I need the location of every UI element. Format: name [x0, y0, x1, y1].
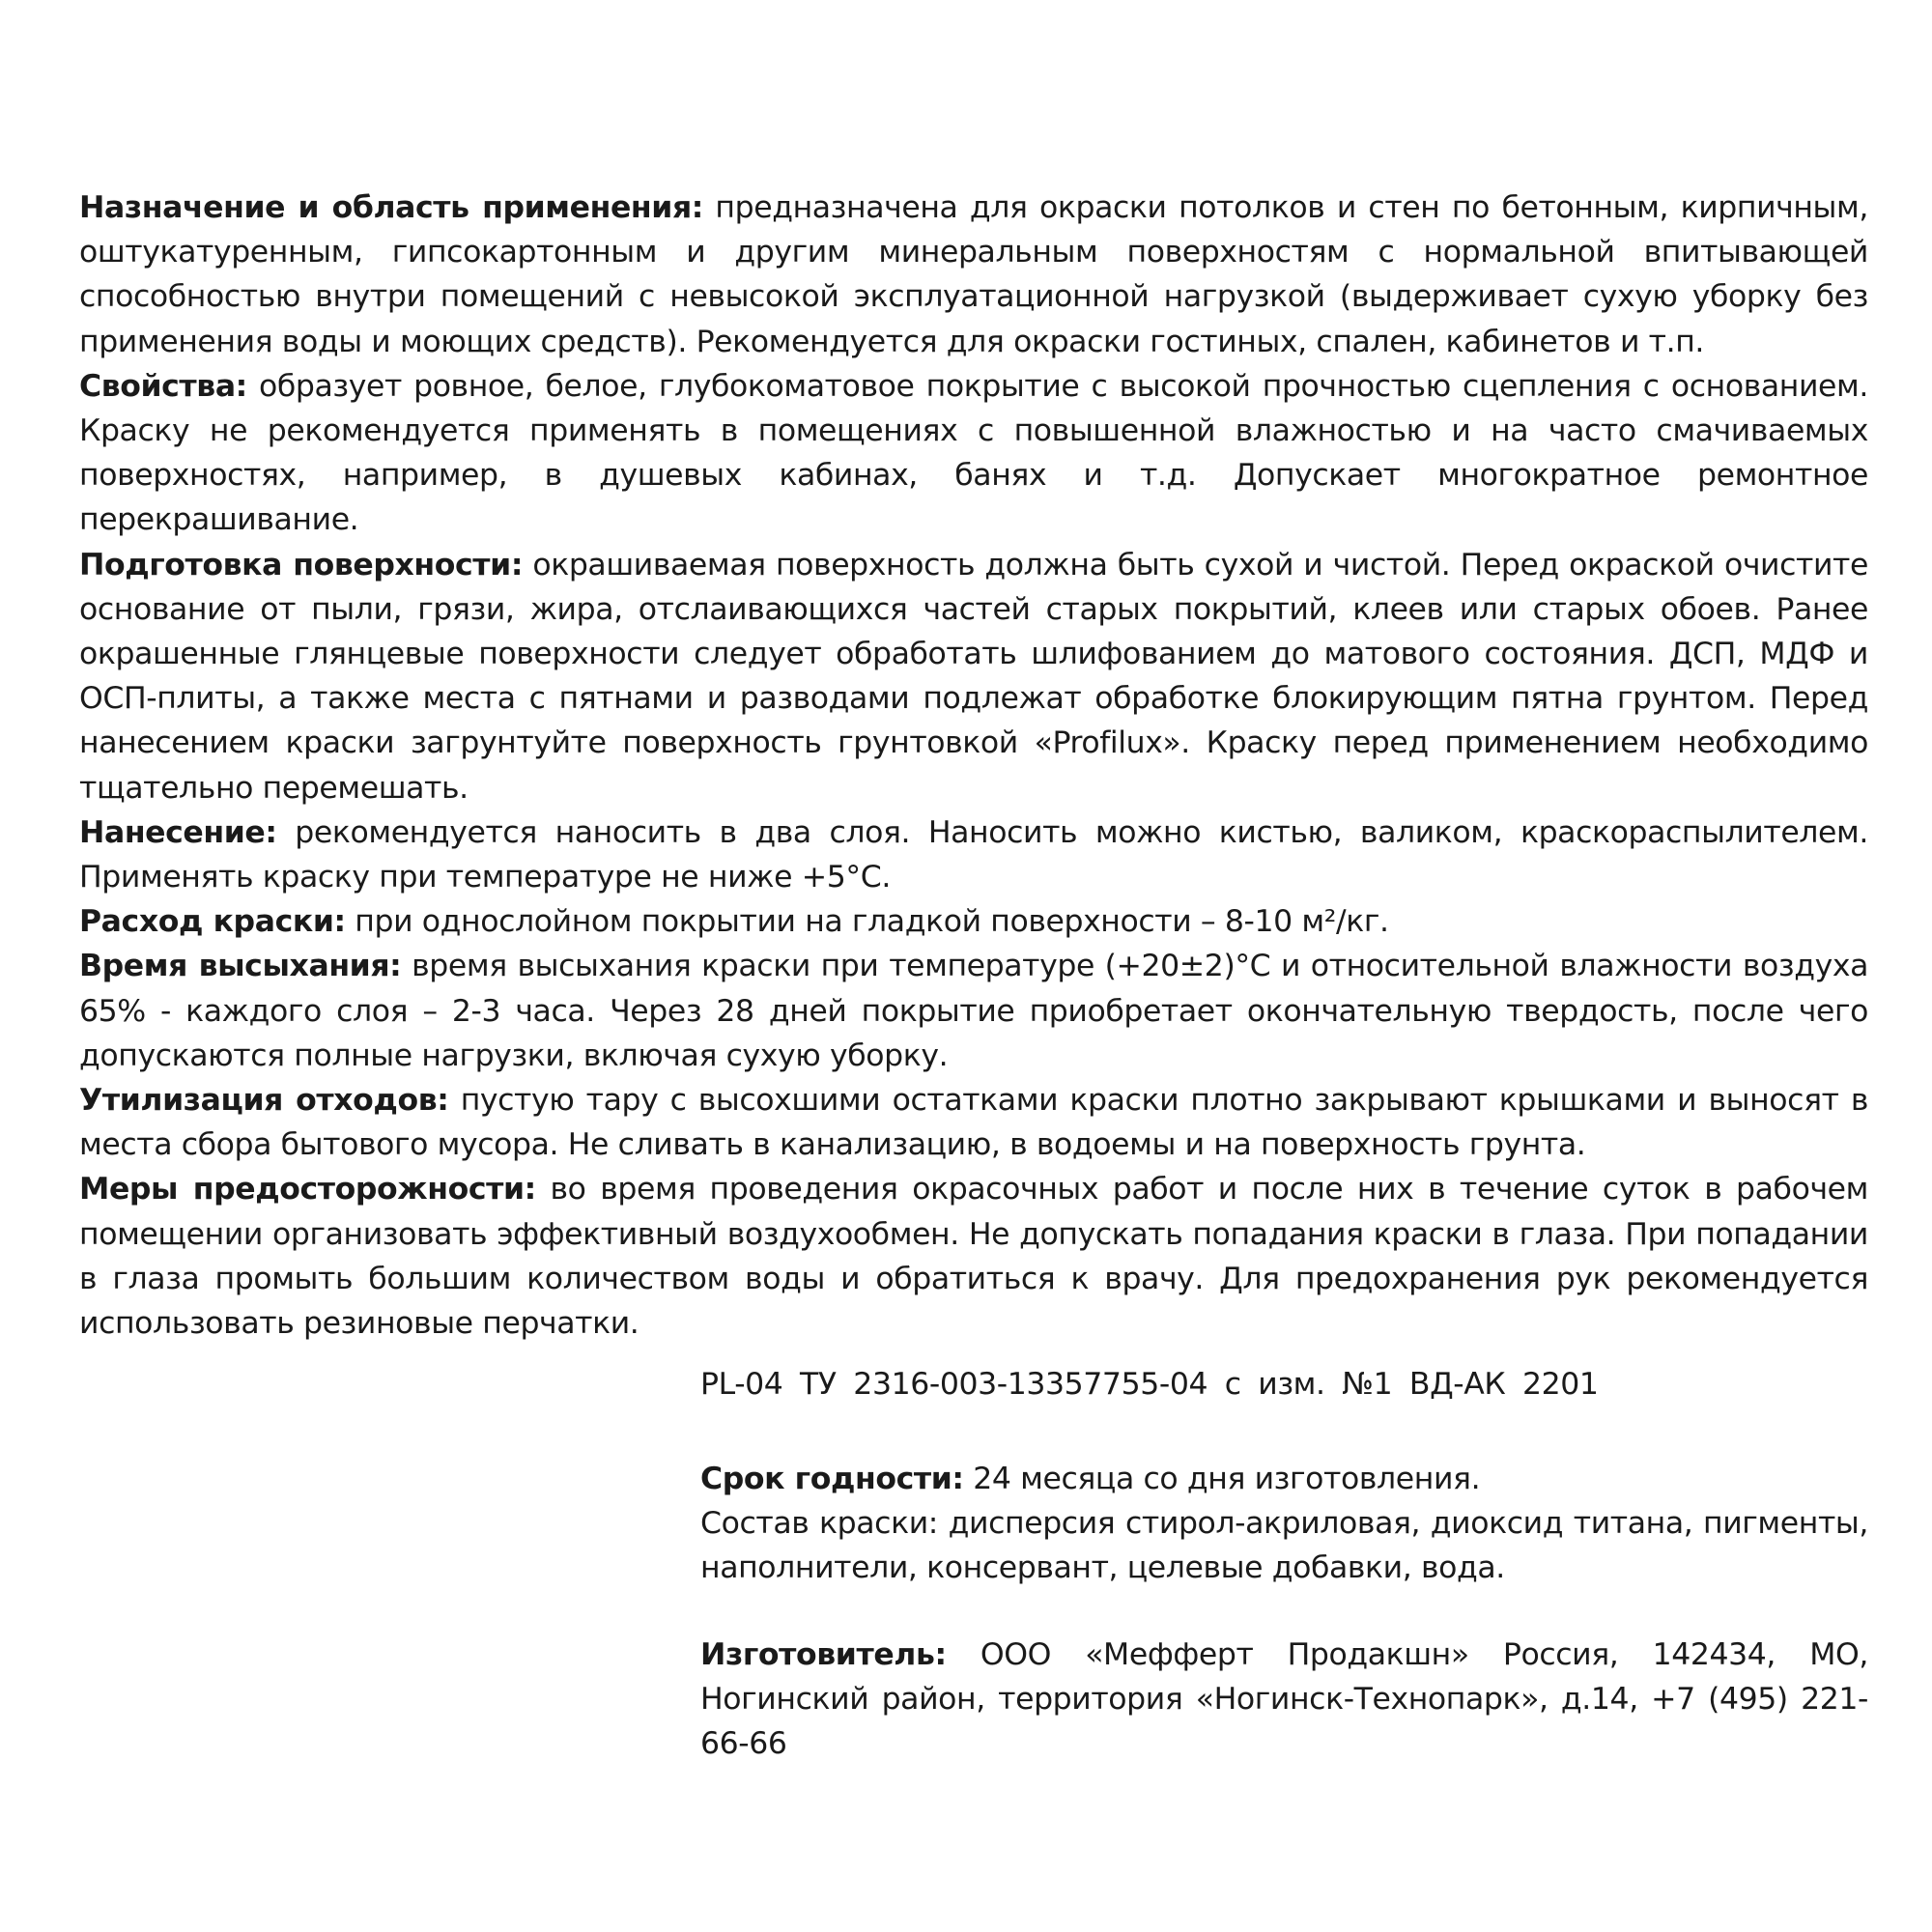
shelf-life-block: [700, 1457, 1868, 1591]
section-heading: Нанесение:: [79, 814, 277, 850]
section-text: окрашиваемая поверхность должна быть сухой и чистой. Перед окраской очистите основание от пыли, грязи, жира, отслаивающихся частей старых покрытий, клеев или старых обоев. Ранее окрашенные глянцевые поверхности следует обработать шлифованием до матового состояния. ДСП, МДФ и ОСП-плиты, а также места с пятнами и разводами подлежат обработке блокирующим пятна грунтом. Перед нанесением краски загрунтуйте поверхность грунтовкой «Profilux». Краску перед применением необходимо тщательно перемешать.: [79, 547, 1868, 806]
section-heading: Назначение и область применения:: [79, 190, 703, 225]
shelf-life: [700, 1457, 1868, 1501]
manufacturer: [700, 1633, 1868, 1767]
shelf-life-text: 24 месяца со дня изготовления.: [963, 1462, 1481, 1496]
manufacturer-text: ООО «Мефферт Продакшн» Россия, 142434, МО, Ногинский район, территория «Ногинск-Технопарк», д.14, +7 (495) 221-66-66: [700, 1637, 1868, 1762]
composition: Состав краски: дисперсия стирол-акриловая, диоксид титана, пигменты, наполнители, консервант, целевые добавки, вода.: [700, 1506, 1868, 1586]
section-waste-disposal: [79, 1078, 1868, 1167]
shelf-life-heading: Срок годности:: [700, 1462, 964, 1496]
section-text: во время проведения окрасочных работ и после них в течение суток в рабочем помещении организовать эффективный воздухообмен. Не допускать попадания краски в глаза. При попадании в глаза промыть большим количеством воды и обратиться к врачу. Для предохранения рук рекомендуется использовать резиновые перчатки.: [79, 1172, 1868, 1342]
section-properties: [79, 364, 1868, 543]
section-heading: Меры предосторожности:: [79, 1172, 536, 1208]
section-surface-preparation: [79, 543, 1868, 810]
section-heading: Подготовка поверхности:: [79, 547, 524, 582]
section-heading: Утилизация отходов:: [79, 1083, 449, 1119]
section-heading: Расход краски:: [79, 904, 346, 940]
instructions-body: [79, 185, 1868, 1346]
section-text: рекомендуется наносить в два слоя. Наносить можно кистью, валиком, краскораспылителем. Применять краску при температуре не ниже +5°С.: [79, 814, 1868, 895]
section-consumption: [79, 899, 1868, 944]
section-drying-time: [79, 944, 1868, 1078]
section-purpose: [79, 185, 1868, 364]
manufacturer-heading: Изготовитель:: [700, 1637, 947, 1672]
section-text: время высыхания краски при температуре (+20±2)°С и относительной влажности воздуха 65% - каждого слоя – 2-3 часа. Через 28 дней покрытие приобретает окончательную твердость, после чего допускаются полные нагрузки, включая сухую уборку.: [79, 949, 1868, 1073]
section-text: пустую тару с высохшими остатками краски плотно закрывают крышками и выносят в места сбора бытового мусора. Не сливать в канализацию, в водоемы и на поверхность грунта.: [79, 1083, 1868, 1163]
section-text: при однослойном покрытии на гладкой поверхности – 8-10 м²/кг.: [345, 904, 1389, 940]
spec-line: PL-04 ТУ 2316-003-13357755-04 с изм. №1 ВД-АК 2201: [700, 1367, 1599, 1402]
section-heading: Время высыхания:: [79, 949, 402, 984]
section-application: [79, 810, 1868, 899]
section-text: предназначена для окраски потолков и стен по бетонным, кирпичным, оштукатуренным, гипсокартонным и другим минеральным поверхностям с нормальной впитывающей способностью внутри помещений с невысокой эксплуатационной нагрузкой (выдерживает сухую уборку без применения воды и моющих средств). Рекомендуется для окраски гостиных, спален, кабинетов и т.п.: [79, 190, 1868, 359]
section-precautions: [79, 1167, 1868, 1346]
section-heading: Свойства:: [79, 368, 247, 404]
section-text: образует ровное, белое, глубокоматовое покрытие с высокой прочностью сцепления с основанием. Краску не рекомендуется применять в помещениях с повышенной влажностью и на часто смачиваемых поверхностях, например, в душевых кабинах, банях и т.д. Допускает многократное ремонтное перекрашивание.: [79, 368, 1868, 538]
manufacturer-block: [700, 1633, 1868, 1767]
